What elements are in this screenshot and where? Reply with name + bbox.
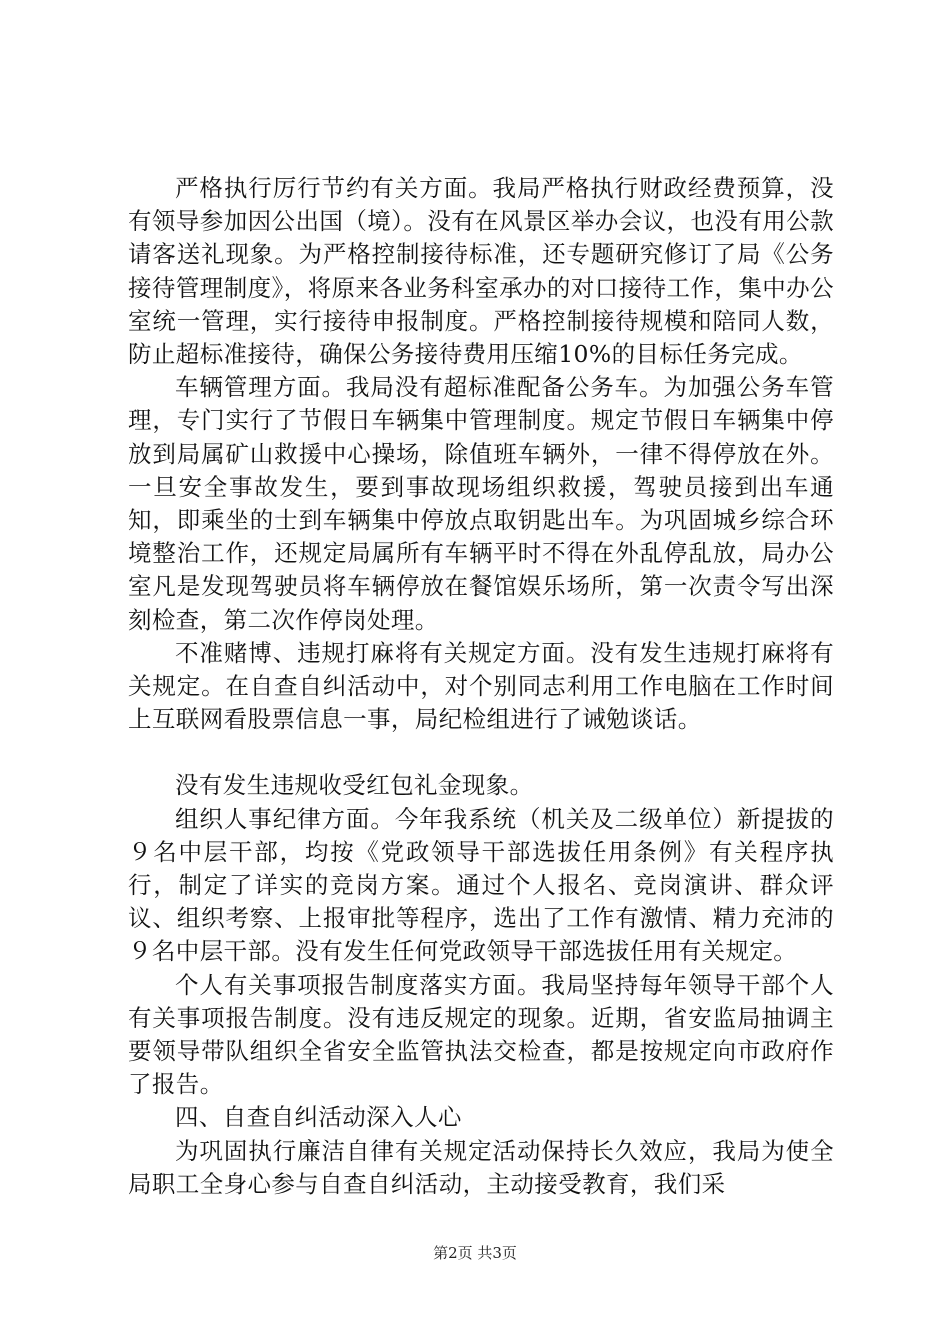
section-heading-four: 四、自查自纠活动深入人心 <box>175 1103 462 1132</box>
paragraph-personnel-discipline: 组织人事纪律方面。今年我系统（机关及二级单位）新提拔的９名中层干部，均按《党政领导干部选拔任用条例》有关程序执行，制定了详实的竞岗方案。通过个人报名、竞岗演讲、群众评议、组织考察、上报审批等程序，选出了工作有激情、精力充沛的９名中层干部。没有发生任何党政领导干部选拔任用有关规定。 <box>128 804 834 966</box>
paragraph-vehicle-management: 车辆管理方面。我局没有超标准配备公务车。为加强公务车管理，专门实行了节假日车辆集中管理制度。规定节假日车辆集中停放到局属矿山救援中心操场，除值班车辆外，一律不得停放在外。一旦安全事故发生，要到事故现场组织救援，驾驶员接到出车通知，即乘坐的士到车辆集中停放点取钥匙出车。为巩固城乡综合环境整治工作，还规定局属所有车辆平时不得在外乱停乱放，局办公室凡是发现驾驶员将车辆停放在餐馆娱乐场所，第一次责令写出深刻检查，第二次作停岗处理。 <box>128 373 834 634</box>
paragraph-red-envelope: 没有发生违规收受红包礼金现象。 <box>175 771 534 800</box>
document-body <box>128 172 834 1201</box>
paragraph-frugality: 严格执行厉行节约有关方面。我局严格执行财政经费预算，没有领导参加因公出国（境）。没有在风景区举办会议，也没有用公款请客送礼现象。为严格控制接待标准，还专题研究修订了局《公务接待管理制度》，将原来各业务科室承办的对口接待工作，集中办公室统一管理，实行接待申报制度。严格控制接待规模和陪同人数，防止超标准接待，确保公务接待费用压缩10%的目标任务完成。 <box>128 174 834 369</box>
paragraph-personal-reporting: 个人有关事项报告制度落实方面。我局坚持每年领导干部个人有关事项报告制度。没有违反规定的现象。近期，省安监局抽调主要领导带队组织全省安全监管执法交检查，都是按规定向市政府作了报告。 <box>128 970 834 1099</box>
page-footer: 第2页 共3页 <box>433 1244 517 1262</box>
paragraph-gambling-rules: 不准赌博、违规打麻将有关规定方面。没有发生违规打麻将有关规定。在自查自纠活动中，对个别同志利用工作电脑在工作时间上互联网看股票信息一事，局纪检组进行了诫勉谈话。 <box>128 638 834 734</box>
paragraph-self-inspection: 为巩固执行廉洁自律有关规定活动保持长久效应，我局为使全局职工全身心参与自查自纠活动，主动接受教育，我们采 <box>128 1136 834 1198</box>
